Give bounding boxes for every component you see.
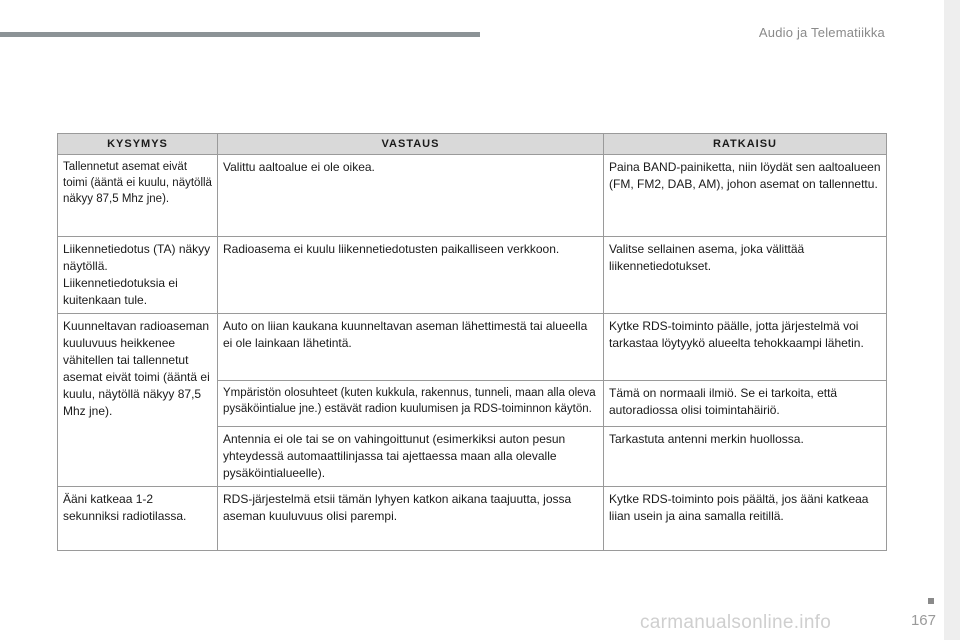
- header-bar: [0, 32, 480, 37]
- table-row: [58, 314, 887, 381]
- table-header-row: [58, 134, 887, 155]
- column-header-question: KYSYMYS: [58, 134, 218, 155]
- table-row: [58, 487, 887, 551]
- table-row: [58, 237, 887, 314]
- answer-cell: Auto on liian kaukana kuunneltavan aseman lähettimestä tai alueella ei ole lainkaan lähetintä.: [218, 314, 604, 381]
- question-cell: Liikennetiedotus (TA) näkyy näytöllä. Liikennetiedotuksia ei kuitenkaan tule.: [58, 237, 218, 314]
- troubleshooting-table: [57, 133, 887, 551]
- answer-cell: Ympäristön olosuhteet (kuten kukkula, rakennus, tunneli, maan alla oleva pysäköintialue jne.) estävät radion kuulumisen ja RDS-toiminnon käytön.: [218, 381, 604, 427]
- solution-cell: Kytke RDS-toiminto päälle, jotta järjestelmä voi tarkastaa löytyykö alueelta tehokkaampi lähetin.: [604, 314, 887, 381]
- page-number: 167: [910, 612, 936, 629]
- answer-cell: Radioasema ei kuulu liikennetiedotusten paikalliseen verkkoon.: [218, 237, 604, 314]
- question-cell: Ääni katkeaa 1-2 sekunniksi radiotilassa.: [58, 487, 218, 551]
- solution-cell: Tarkastuta antenni merkin huollossa.: [604, 427, 887, 487]
- answer-cell: Antennia ei ole tai se on vahingoittunut (esimerkiksi auton pesun yhteydessä automaattilinjassa tai ajettaessa maan alla olevalle pysäköintialueelle).: [218, 427, 604, 487]
- answer-cell: RDS-järjestelmä etsii tämän lyhyen katkon aikana taajuutta, jossa aseman kuuluvuus olisi parempi.: [218, 487, 604, 551]
- question-cell: Tallennetut asemat eivät toimi (ääntä ei kuulu, näytöllä näkyy 87,5 Mhz jne).: [58, 155, 218, 237]
- question-cell: Kuunneltavan radioaseman kuuluvuus heikkenee vähitellen tai tallennetut asemat eivät toimi (ääntä ei kuulu, näytöllä näkyy 87,5 Mhz jne).: [58, 314, 218, 487]
- solution-cell: Valitse sellainen asema, joka välittää liikennetiedotukset.: [604, 237, 887, 314]
- solution-cell: Tämä on normaali ilmiö. Se ei tarkoita, että autoradiossa olisi toimintahäiriö.: [604, 381, 887, 427]
- page-marker-icon: [928, 598, 934, 604]
- column-header-answer: VASTAUS: [218, 134, 604, 155]
- page-edge-strip: [944, 0, 960, 640]
- solution-cell: Kytke RDS-toiminto pois päältä, jos ääni katkeaa liian usein ja aina samalla reitillä.: [604, 487, 887, 551]
- column-header-solution: RATKAISU: [604, 134, 887, 155]
- answer-cell: Valittu aaltoalue ei ole oikea.: [218, 155, 604, 237]
- section-title: Audio ja Telematiikka: [758, 25, 885, 40]
- watermark: carmanualsonline.info: [640, 612, 832, 633]
- table-row: [58, 155, 887, 237]
- solution-cell: Paina BAND-painiketta, niin löydät sen aaltoalueen (FM, FM2, DAB, AM), johon asemat on tallennettu.: [604, 155, 887, 237]
